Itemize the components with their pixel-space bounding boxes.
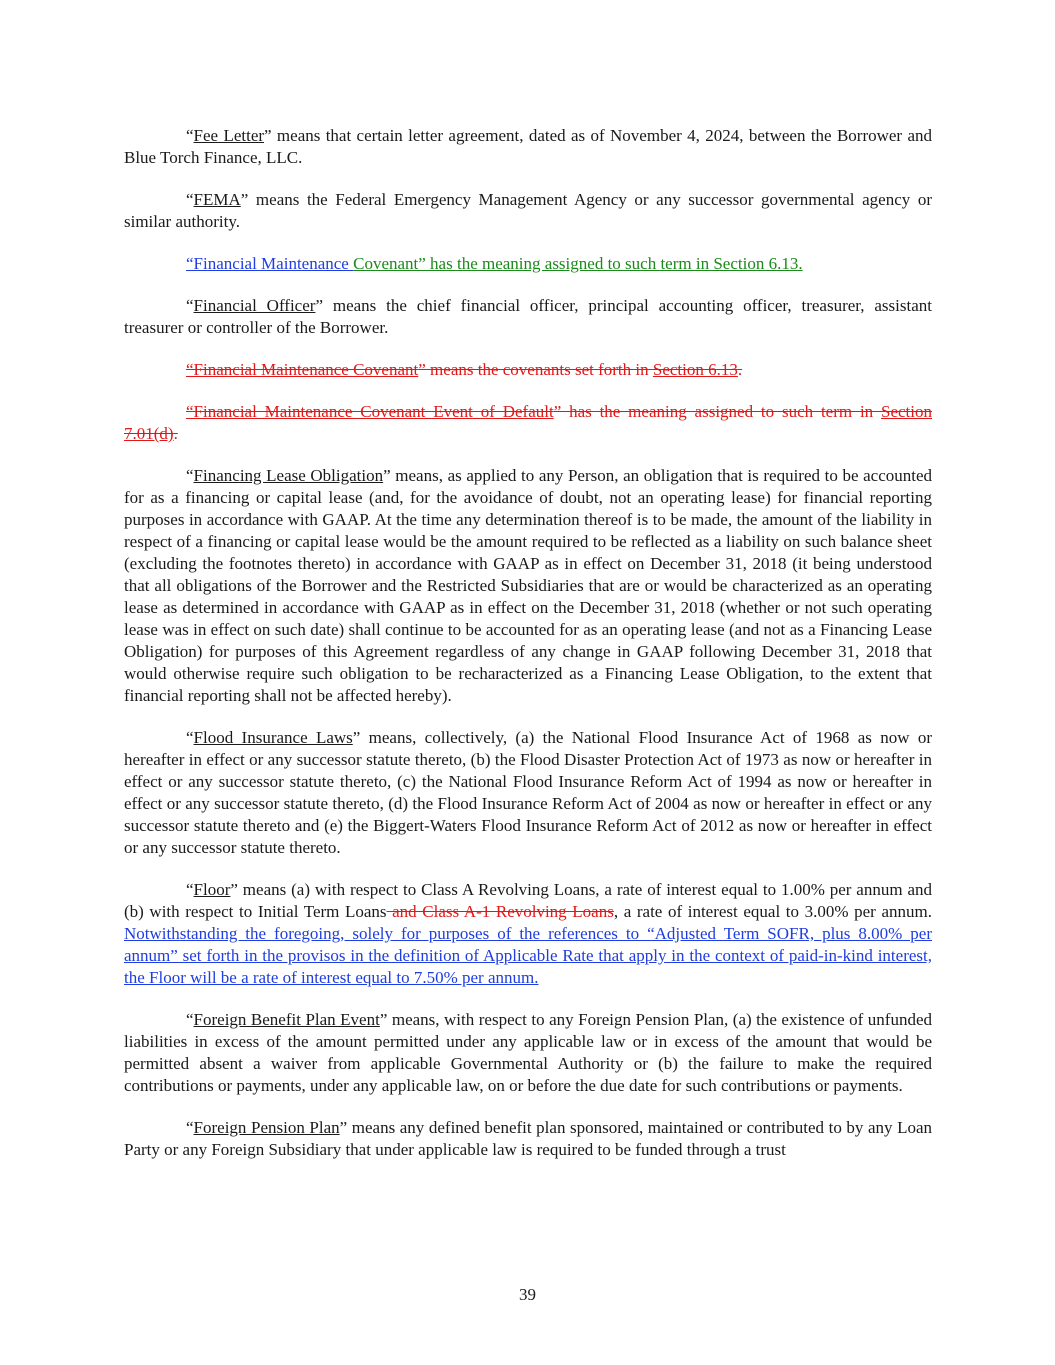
- defined-term-foreign-benefit-plan-event: Foreign Benefit Plan Event: [193, 1010, 380, 1029]
- definition-body: ” means the chief financial officer, principal accounting officer, treasurer, assistant treasurer or controller of the Borrower.: [124, 296, 932, 337]
- open-quote: “: [186, 126, 194, 145]
- defined-term-fee-letter: Fee Letter: [193, 126, 265, 145]
- defined-term-fema: FEMA: [193, 190, 241, 209]
- definition-body: ” means, as applied to any Person, an obligation that is required to be accounted for as a financing or capital lease (and, for the avoidance of doubt, not an operating lease) for financial reporting purposes in accordance with GAAP. At the time any determination thereof is to be made, the amount of the liability in respect of a financing or capital lease would be the amount required to be reflected as a liability on such balance sheet (excluding the footnotes thereto) in accordance with GAAP as in effect on December 31, 2018 (it being understood that all obligations of the Borrower and the Restricted Subsidiaries that are or would be characterized as an operating lease as determined in accordance with GAAP as in effect on the December 31, 2018 (whether or not such operating lease was in effect on such date) shall continue to be accounted for as an operating lease (and not as a Financing Lease Obligation) for purposes of this Agreement regardless of any change in GAAP following December 31, 2018 that would otherwise require such obligation to be recharacterized as a Financing Lease Obligation, to the extent that financial reporting shall not be affected hereby).: [124, 466, 933, 705]
- open-quote: “: [186, 190, 194, 209]
- definition-body: ” means (a) with respect to Class A Revolving Loans, a rate of interest equal to 1.00% per annum and (b) with respect to Initial Term Loans: [124, 880, 932, 921]
- deleted-section-ref: Section 6.13: [652, 360, 738, 379]
- moved-text: Covenant” has the meaning assigned to such term in Section 6.13.: [353, 254, 803, 273]
- document-page: [124, 125, 932, 1181]
- open-quote: “: [186, 728, 194, 747]
- open-quote: “: [186, 880, 194, 899]
- deleted-period: .: [173, 424, 178, 443]
- open-quote: “: [186, 296, 194, 315]
- definition-financial-maintenance-event-deleted: [124, 401, 932, 445]
- definition-fee-letter: [124, 125, 932, 169]
- defined-term-financial-officer: Financial Officer: [193, 296, 316, 315]
- deleted-text: ” has the meaning assigned to such term in: [553, 402, 881, 421]
- definition-body: ” means that certain letter agreement, dated as of November 4, 2024, between the Borrower and Blue Torch Finance, LLC.: [124, 126, 932, 167]
- defined-term-foreign-pension-plan: Foreign Pension Plan: [193, 1118, 340, 1137]
- deleted-term: “Financial Maintenance Covenant: [186, 360, 419, 379]
- definition-foreign-pension-plan: [124, 1117, 932, 1161]
- definition-body: ” means any defined benefit plan sponsored, maintained or contributed to by any Loan Party or any Foreign Subsidiary that under applicable law is required to be funded through a trust: [124, 1118, 932, 1159]
- defined-term-floor: Floor: [193, 880, 231, 899]
- open-quote: “: [186, 1118, 194, 1137]
- open-quote: “: [186, 1010, 194, 1029]
- definition-financial-officer: [124, 295, 932, 339]
- definition-financing-lease-obligation: [124, 465, 932, 707]
- definition-flood-insurance-laws: [124, 727, 932, 859]
- inserted-text: “Financial Maintenance: [186, 254, 354, 273]
- deleted-text: ” means the covenants set forth in: [418, 360, 653, 379]
- defined-term-flood-insurance-laws: Flood Insurance Laws: [193, 728, 353, 747]
- definition-foreign-benefit-plan-event: [124, 1009, 932, 1097]
- definition-body: ” means, collectively, (a) the National Flood Insurance Act of 1968 as now or hereafter in effect or any successor statute thereto, (b) the Flood Disaster Protection Act of 1973 as now or hereafter in effect or any successor statute thereto, (c) the National Flood Insurance Reform Act of 1994 as now or hereafter in effect or any successor statute thereto, (d) the Flood Insurance Reform Act of 2004 as now or hereafter in effect or any successor statute thereto and (e) the Biggert-Waters Flood Insurance Reform Act of 2012 as now or hereafter in effect or any successor statute thereto.: [124, 728, 932, 857]
- definition-fema: [124, 189, 932, 233]
- deleted-text: and Class A-1 Revolving Loans: [386, 902, 614, 921]
- definition-financial-maintenance-deleted: [124, 359, 932, 381]
- inserted-text: Notwithstanding the foregoing, solely for purposes of the references to “Adjusted Term SOFR, plus 8.00% per annum” set forth in the provisos in the definition of Applicable Rate that apply in the context of paid-in-kind interest, the Floor will be a rate of interest equal to 7.50% per annum.: [124, 924, 932, 987]
- deleted-section-ref: Section 7.01(d): [124, 402, 932, 443]
- deleted-term: “Financial Maintenance Covenant Event of Default: [186, 402, 554, 421]
- definition-body: ” means, with respect to any Foreign Pension Plan, (a) the existence of unfunded liabilities in excess of the amount permitted under any applicable law or in excess of the amount that would be permitted absent a waiver from applicable Governmental Authority or (b) the failure to make the required contributions or payments, under any applicable law, on or before the due date for such contributions or payments.: [124, 1010, 932, 1095]
- page-number: 39: [519, 1285, 536, 1304]
- definition-body-continued: , a rate of interest equal to 3.00% per annum.: [613, 902, 932, 921]
- definition-floor: [124, 879, 932, 989]
- defined-term-financing-lease-obligation: Financing Lease Obligation: [193, 466, 384, 485]
- deleted-period: .: [737, 360, 743, 379]
- open-quote: “: [186, 466, 194, 485]
- definition-financial-maintenance-inserted: [124, 253, 932, 275]
- definition-body: ” means the Federal Emergency Management Agency or any successor governmental agency or similar authority.: [124, 190, 932, 231]
